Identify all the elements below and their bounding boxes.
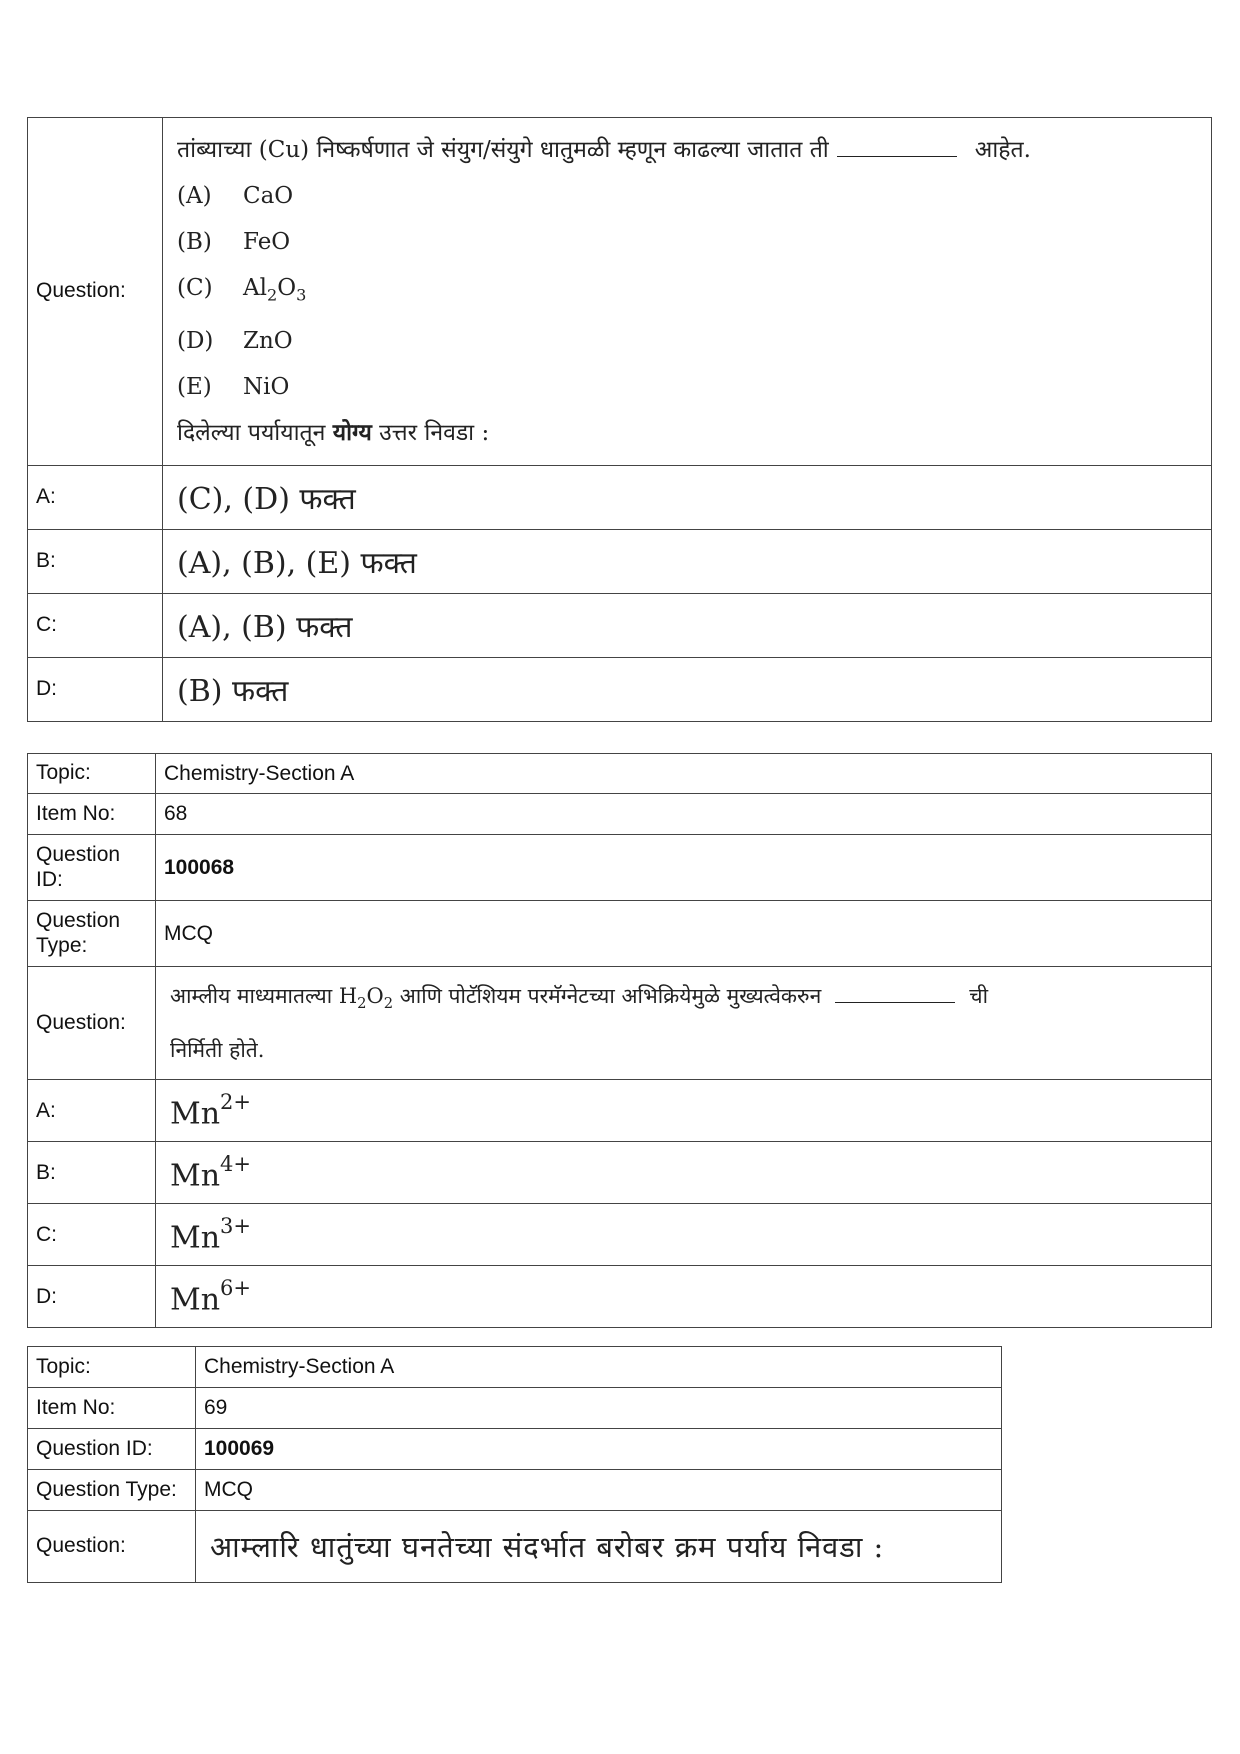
instruction: दिलेल्या पर्यायातून योग्य उत्तर निवडा : [177, 419, 490, 447]
question-label: Question: [28, 1511, 196, 1583]
item-no-label: Item No: [28, 1388, 196, 1429]
topic-label: Topic: [28, 1347, 196, 1388]
option-d: (D) ZnO [177, 328, 293, 355]
question-text: आम्लारि धातुंच्या घनतेच्या संदर्भात बरोबर क्रम पर्याय निवडा : [196, 1511, 1002, 1583]
topic-value: Chemistry-Section A [156, 754, 1212, 794]
question-type-label: Question Type: [28, 1470, 196, 1511]
option-a: (A) CaO [177, 182, 294, 209]
answer-d: $Mn^{6+}$ [156, 1266, 1212, 1328]
topic-label: Topic: [28, 754, 156, 794]
answer-b-label: B: [28, 530, 163, 594]
answer-a: (C), (D) फक्त [163, 466, 1212, 530]
answer-blank [835, 982, 955, 1003]
option-c: (C) $Al_2O_3$ [177, 274, 307, 305]
answer-c: (A), (B) फक्त [163, 594, 1212, 658]
item-no-value: 69 [196, 1388, 1002, 1429]
question-line-1: आम्लीय माध्यमातल्या $H_2O_2$ आणि पोटॅशियम परमॅग्नेटच्या अभिक्रियेमुळे मुख्यत्वेकरुन ची [170, 984, 989, 1013]
answer-b: (A), (B), (E) फक्त [163, 530, 1212, 594]
answer-b: $Mn^{4+}$ [156, 1142, 1212, 1204]
question-label: Question: [28, 967, 156, 1080]
question-type-value: MCQ [156, 901, 1212, 967]
question-text [156, 967, 1212, 1080]
answer-a-label: A: [28, 1080, 156, 1142]
topic-value: Chemistry-Section A [196, 1347, 1002, 1388]
answer-c-label: C: [28, 594, 163, 658]
question-type-label: Question Type: [28, 901, 156, 967]
answer-d-label: D: [28, 1266, 156, 1328]
option-b: (B) FeO [177, 228, 291, 255]
question-line-1: तांब्याच्या (Cu) निष्कर्षणात जे संयुग/संयुगे धातुमळी म्हणून काढल्या जातात ती आहेत. [177, 136, 1031, 163]
question-table-67 [27, 117, 1212, 722]
question-table-68 [27, 753, 1212, 1328]
question-id-value: 100069 [196, 1429, 1002, 1470]
question-id-label: Question ID: [28, 835, 156, 901]
answer-d-label: D: [28, 658, 163, 722]
question-label: Question: [28, 118, 163, 466]
answer-blank [837, 136, 957, 157]
answer-c: $Mn^{3+}$ [156, 1204, 1212, 1266]
question-line-2: निर्मिती होते. [170, 1038, 265, 1063]
question-id-value: 100068 [156, 835, 1212, 901]
question-type-value: MCQ [196, 1470, 1002, 1511]
item-no-label: Item No: [28, 794, 156, 835]
item-no-value: 68 [156, 794, 1212, 835]
answer-c-label: C: [28, 1204, 156, 1266]
answer-b-label: B: [28, 1142, 156, 1204]
answer-a: $Mn^{2+}$ [156, 1080, 1212, 1142]
question-table-69 [27, 1346, 1002, 1583]
option-e: (E) NiO [177, 374, 290, 401]
question-text [163, 118, 1212, 466]
answer-a-label: A: [28, 466, 163, 530]
question-id-label: Question ID: [28, 1429, 196, 1470]
answer-d: (B) फक्त [163, 658, 1212, 722]
